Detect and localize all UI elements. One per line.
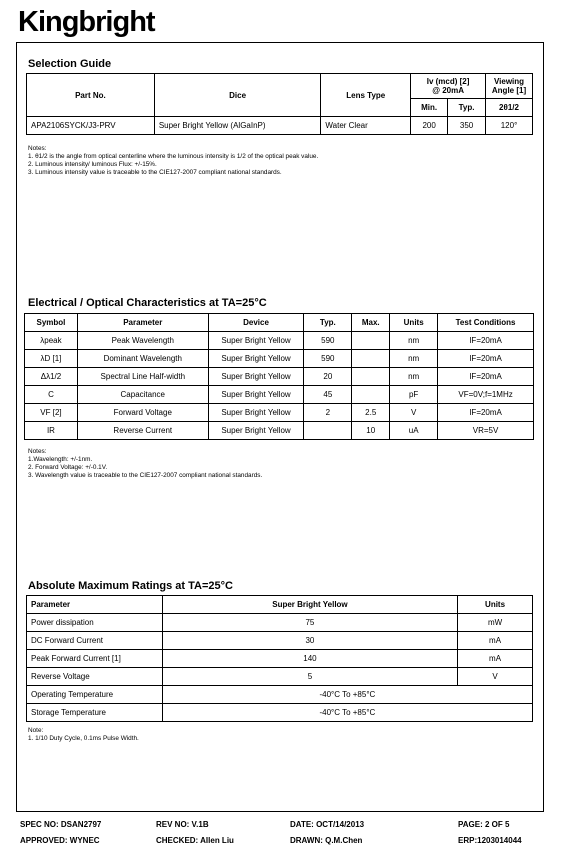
cell-units: V — [458, 668, 533, 686]
cell-units: uA — [390, 422, 438, 440]
cell-parameter: DC Forward Current — [27, 632, 163, 650]
cell-parameter: Peak Wavelength — [77, 332, 208, 350]
header-dice: Dice — [154, 74, 321, 117]
cell-typ: 590 — [304, 350, 352, 368]
cell-parameter: Peak Forward Current [1] — [27, 650, 163, 668]
table-row — [25, 404, 534, 422]
cell-min: 200 — [411, 117, 448, 135]
cell-angle: 120° — [486, 117, 533, 135]
electrical-title: Electrical / Optical Characteristics at TA=25°C — [28, 297, 267, 309]
erp-number: ERP:1203014044 — [458, 836, 522, 845]
rev-no: REV NO: V.1B — [156, 820, 209, 829]
header-view-line1: Viewing — [493, 77, 525, 86]
cell-parameter: Forward Voltage — [77, 404, 208, 422]
cell-symbol: λpeak — [25, 332, 78, 350]
table-row — [25, 332, 534, 350]
cell-value: 30 — [162, 632, 457, 650]
table-row — [27, 686, 533, 704]
cell-device: Super Bright Yellow — [208, 422, 304, 440]
cell-parameter: Power dissipation — [27, 614, 163, 632]
cell-device: Super Bright Yellow — [208, 332, 304, 350]
cell-value: -40°C To +85°C — [162, 686, 532, 704]
table-row — [27, 117, 533, 135]
cell-parameter: Reverse Voltage — [27, 668, 163, 686]
selection-guide-table — [26, 73, 533, 135]
cell-lens: Water Clear — [321, 117, 411, 135]
cell-max — [352, 350, 390, 368]
cell-symbol: IR — [25, 422, 78, 440]
header-part-no: Part No. — [27, 74, 155, 117]
cell-typ: 45 — [304, 386, 352, 404]
absolute-ratings-table — [26, 595, 533, 722]
header-parameter: Parameter — [77, 314, 208, 332]
date: DATE: OCT/14/2013 — [290, 820, 365, 829]
table-row — [27, 704, 533, 722]
cell-units: nm — [390, 350, 438, 368]
cell-device: Super Bright Yellow — [208, 386, 304, 404]
cell-units: nm — [390, 368, 438, 386]
cell-units: nm — [390, 332, 438, 350]
header-typ: Typ. — [304, 314, 352, 332]
cell-symbol: Δλ1/2 — [25, 368, 78, 386]
cell-test-conditions: IF=20mA — [438, 332, 534, 350]
cell-parameter: Spectral Line Half-width — [77, 368, 208, 386]
absolute-ratings-title: Absolute Maximum Ratings at TA=25°C — [28, 580, 233, 592]
drawn-by: DRAWN: Q.M.Chen — [290, 836, 363, 845]
note-line: 2. Luminous intensity/ luminous Flux: +/-15%. — [28, 161, 157, 168]
cell-symbol: C — [25, 386, 78, 404]
table-row — [27, 632, 533, 650]
header-units: Units — [458, 596, 533, 614]
selection-guide-title: Selection Guide — [28, 58, 112, 70]
header-min: Min. — [411, 99, 448, 117]
checked-by: CHECKED: Allen Liu — [156, 836, 234, 845]
note-line: 3. Luminous intensity value is traceable to the CIE127-2007 compliant national standards. — [28, 169, 282, 176]
cell-max — [352, 332, 390, 350]
note-line: Notes: — [28, 448, 47, 455]
table-row — [27, 668, 533, 686]
table-row — [25, 350, 534, 368]
cell-units: mW — [458, 614, 533, 632]
cell-typ: 2 — [304, 404, 352, 422]
cell-max — [352, 368, 390, 386]
approved-by: APPROVED: WYNEC — [20, 836, 100, 845]
page-number: PAGE: 2 OF 5 — [458, 820, 510, 829]
cell-parameter: Dominant Wavelength — [77, 350, 208, 368]
header-iv — [411, 74, 486, 99]
note-line: Note: — [28, 727, 44, 734]
cell-symbol: λD [1] — [25, 350, 78, 368]
cell-test-conditions: VF=0V;f=1MHz — [438, 386, 534, 404]
header-viewing-angle — [486, 74, 533, 99]
header-angle-symbol: 2θ1/2 — [486, 99, 533, 117]
cell-parameter: Capacitance — [77, 386, 208, 404]
table-row — [25, 386, 534, 404]
cell-device: Super Bright Yellow — [208, 368, 304, 386]
note-line: 1. 1/10 Duty Cycle, 0.1ms Pulse Width. — [28, 735, 139, 742]
header-device: Device — [208, 314, 304, 332]
cell-value: 5 — [162, 668, 457, 686]
cell-test-conditions: IF=20mA — [438, 350, 534, 368]
cell-units: pF — [390, 386, 438, 404]
note-line: Notes: — [28, 145, 47, 152]
cell-dice: Super Bright Yellow (AlGaInP) — [154, 117, 321, 135]
cell-device: Super Bright Yellow — [208, 350, 304, 368]
cell-part-no: APA2106SYCK/J3-PRV — [27, 117, 155, 135]
cell-test-conditions: VR=5V — [438, 422, 534, 440]
cell-value: 75 — [162, 614, 457, 632]
note-line: 1. θ1/2 is the angle from optical centerline where the luminous intensity is 1/2 of the optical peak value. — [28, 153, 319, 160]
header-typ: Typ. — [448, 99, 486, 117]
header-max: Max. — [352, 314, 390, 332]
cell-parameter: Operating Temperature — [27, 686, 163, 704]
brand-logo: Kingbright — [18, 6, 155, 38]
cell-typ: 590 — [304, 332, 352, 350]
spec-no: SPEC NO: DSAN2797 — [20, 820, 102, 829]
electrical-notes — [28, 448, 262, 480]
cell-max: 2.5 — [352, 404, 390, 422]
note-line: 2. Forward Voltage: +/-0.1V. — [28, 464, 108, 471]
absolute-notes — [28, 727, 139, 743]
cell-typ: 350 — [448, 117, 486, 135]
header-view-line2: Angle [1] — [491, 86, 527, 95]
cell-symbol: VF [2] — [25, 404, 78, 422]
cell-typ — [304, 422, 352, 440]
cell-value: -40°C To +85°C — [162, 704, 532, 722]
selection-notes — [28, 145, 318, 177]
table-row — [27, 614, 533, 632]
header-iv-line1: Iv (mcd) [2] — [426, 77, 470, 86]
header-test-conditions: Test Conditions — [438, 314, 534, 332]
cell-test-conditions: IF=20mA — [438, 404, 534, 422]
electrical-table — [24, 313, 534, 440]
note-line: 3. Wavelength value is traceable to the CIE127-2007 compliant national standards. — [28, 472, 263, 479]
header-parameter: Parameter — [27, 596, 163, 614]
cell-test-conditions: IF=20mA — [438, 368, 534, 386]
header-lens-type: Lens Type — [321, 74, 411, 117]
cell-parameter: Reverse Current — [77, 422, 208, 440]
cell-units: V — [390, 404, 438, 422]
cell-parameter: Storage Temperature — [27, 704, 163, 722]
table-row — [27, 650, 533, 668]
cell-value: 140 — [162, 650, 457, 668]
table-row — [25, 422, 534, 440]
header-device: Super Bright Yellow — [162, 596, 457, 614]
header-symbol: Symbol — [25, 314, 78, 332]
header-iv-line2: @ 20mA — [432, 86, 464, 95]
cell-device: Super Bright Yellow — [208, 404, 304, 422]
cell-typ: 20 — [304, 368, 352, 386]
cell-max — [352, 386, 390, 404]
table-row — [25, 368, 534, 386]
cell-max: 10 — [352, 422, 390, 440]
header-units: Units — [390, 314, 438, 332]
note-line: 1.Wavelength: +/-1nm. — [28, 456, 93, 463]
cell-units: mA — [458, 632, 533, 650]
cell-units: mA — [458, 650, 533, 668]
